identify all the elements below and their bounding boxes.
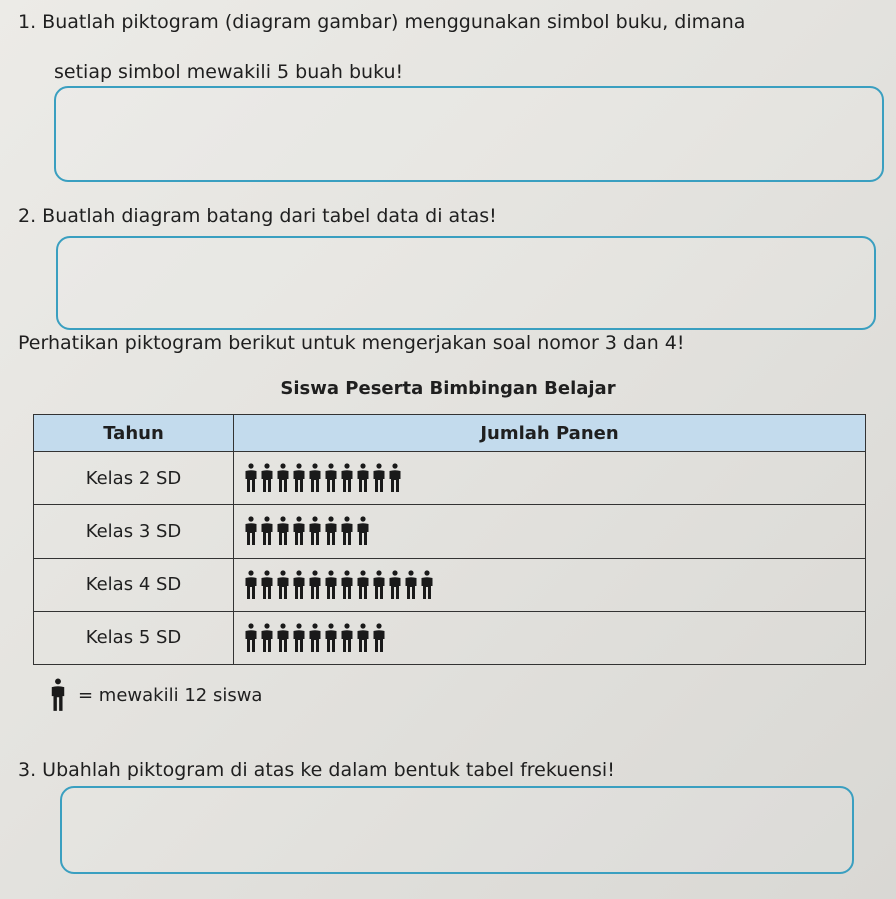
person-icon [372, 623, 386, 653]
table-row [34, 558, 866, 611]
person-icon [340, 516, 354, 546]
person-icon [244, 623, 258, 653]
person-icon [276, 516, 290, 546]
person-icon [356, 570, 370, 600]
legend-text: = mewakili 12 siswa [78, 684, 263, 706]
answer-box-2[interactable] [56, 236, 876, 330]
person-icon [50, 678, 66, 712]
table-row [34, 611, 866, 664]
header-tahun: Tahun [34, 415, 234, 452]
person-icon [276, 570, 290, 600]
question-1-line-2: setiap simbol mewakili 5 buah buku! [54, 61, 404, 83]
row-label: Kelas 5 SD [34, 611, 234, 664]
legend [50, 678, 262, 712]
person-icon [404, 570, 418, 600]
person-icon [388, 463, 402, 493]
icon-row [244, 463, 865, 493]
person-icon [292, 623, 306, 653]
row-label: Kelas 3 SD [34, 505, 234, 558]
answer-box-1[interactable] [54, 86, 884, 182]
question-1-line-1: 1. Buatlah piktogram (diagram gambar) menggunakan simbol buku, dimana [18, 11, 746, 33]
pictogram-table [33, 414, 866, 665]
person-icon [340, 463, 354, 493]
person-icon [324, 570, 338, 600]
person-icon [340, 570, 354, 600]
person-icon [292, 570, 306, 600]
person-icon [244, 570, 258, 600]
table-row [34, 452, 866, 505]
person-icon [420, 570, 434, 600]
person-icon [372, 570, 386, 600]
person-icon [356, 623, 370, 653]
icon-cell [234, 452, 866, 505]
instruction-text: Perhatikan piktogram berikut untuk mengerjakan soal nomor 3 dan 4! [18, 332, 685, 354]
person-icon [372, 463, 386, 493]
person-icon [308, 463, 322, 493]
person-icon [308, 516, 322, 546]
person-icon [388, 570, 402, 600]
icon-cell [234, 558, 866, 611]
person-icon [356, 463, 370, 493]
person-icon [340, 623, 354, 653]
icon-row [244, 623, 865, 653]
person-icon [260, 516, 274, 546]
person-icon [276, 463, 290, 493]
person-icon [244, 516, 258, 546]
icon-cell [234, 505, 866, 558]
person-icon [292, 516, 306, 546]
question-1 [18, 4, 890, 90]
person-icon [324, 516, 338, 546]
person-icon [260, 570, 274, 600]
person-icon [356, 516, 370, 546]
person-icon [276, 623, 290, 653]
icon-cell [234, 611, 866, 664]
person-icon [308, 623, 322, 653]
person-icon [260, 623, 274, 653]
icon-row [244, 516, 865, 546]
row-label: Kelas 4 SD [34, 558, 234, 611]
person-icon [244, 463, 258, 493]
person-icon [324, 463, 338, 493]
icon-row [244, 570, 865, 600]
question-3: 3. Ubahlah piktogram di atas ke dalam bentuk tabel frekuensi! [18, 759, 615, 781]
table-row [34, 505, 866, 558]
row-label: Kelas 2 SD [34, 452, 234, 505]
question-2: 2. Buatlah diagram batang dari tabel data di atas! [18, 205, 497, 227]
person-icon [260, 463, 274, 493]
answer-box-3[interactable] [60, 786, 854, 874]
table-title: Siswa Peserta Bimbingan Belajar [280, 378, 616, 399]
person-icon [324, 623, 338, 653]
person-icon [292, 463, 306, 493]
person-icon [308, 570, 322, 600]
header-jumlah: Jumlah Panen [234, 415, 866, 452]
